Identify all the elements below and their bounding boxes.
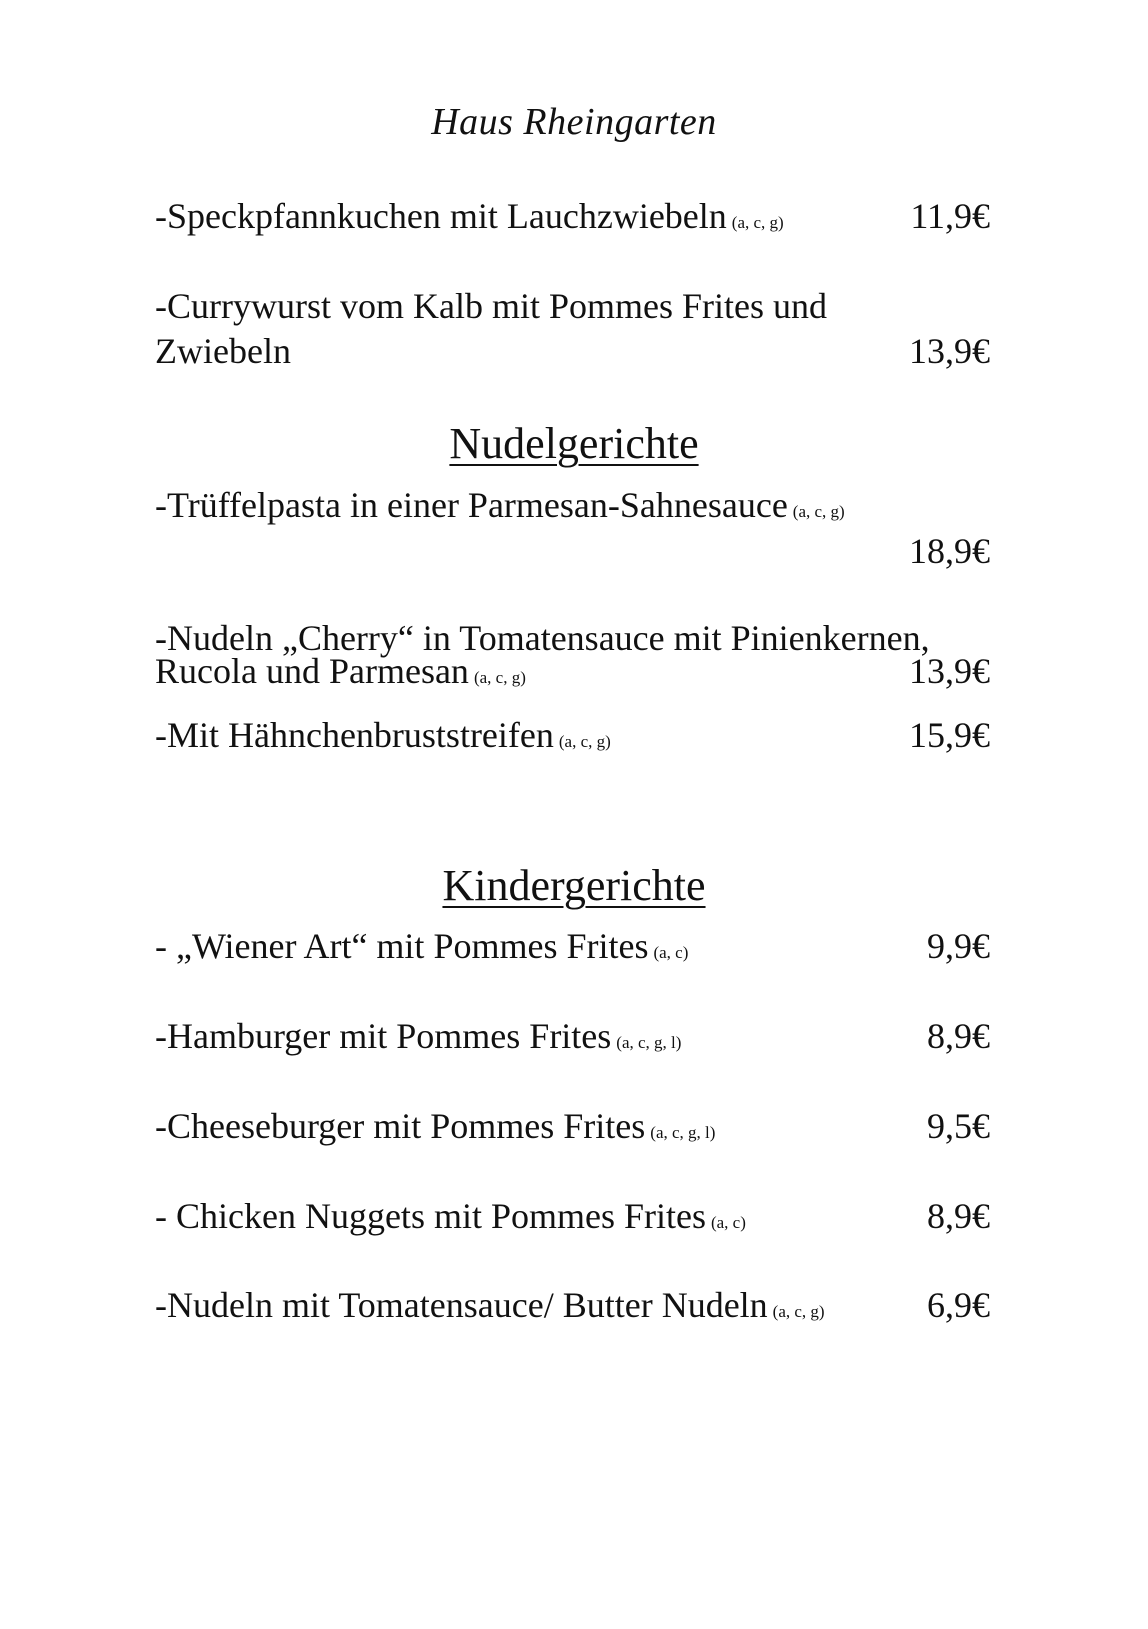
restaurant-name: Haus Rheingarten	[431, 101, 717, 143]
menu-item-wiener-art	[155, 925, 688, 967]
menu-item-price: 6,9€	[927, 1285, 990, 1325]
menu-item-hamburger	[155, 1015, 681, 1057]
menu-item-nudeln-cherry-line2	[155, 650, 526, 692]
menu-item-price: 9,9€	[927, 926, 990, 966]
menu-item-cheeseburger	[155, 1105, 715, 1147]
menu-item-name: - Chicken Nuggets mit Pommes Frites	[155, 1196, 706, 1236]
allergen-info: (a, c, g)	[792, 502, 845, 521]
menu-item-price: 11,9€	[910, 196, 990, 236]
menu-item-name: - „Wiener Art“ mit Pommes Frites	[155, 926, 649, 966]
allergen-info: (a, c, g)	[731, 213, 784, 232]
menu-item-name: Rucola und Parmesan	[155, 651, 469, 691]
menu-item-price: 15,9€	[909, 715, 990, 755]
menu-item-nudeln-tomatensauce	[155, 1284, 825, 1326]
allergen-info: (a, c, g, l)	[616, 1033, 682, 1052]
section-title-kindergerichte: Kindergerichte	[442, 861, 706, 910]
menu-item-name: -Speckpfannkuchen mit Lauchzwiebeln	[155, 196, 727, 236]
menu-item-currywurst-line1: -Currywurst vom Kalb mit Pommes Frites und	[155, 286, 827, 326]
menu-item-name: -Trüffelpasta in einer Parmesan-Sahnesauce	[155, 485, 788, 525]
menu-item-nudeln-cherry-line1: -Nudeln „Cherry“ in Tomatensauce mit Pinienkernen,	[155, 618, 930, 658]
menu-item-name: -Cheeseburger mit Pommes Frites	[155, 1106, 646, 1146]
menu-item-price: 18,9€	[909, 531, 990, 571]
menu-item-name: -Nudeln mit Tomatensauce/ Butter Nudeln	[155, 1285, 768, 1325]
menu-item-currywurst-line2: Zwiebeln	[155, 331, 291, 371]
menu-item-name: -Hamburger mit Pommes Frites	[155, 1016, 612, 1056]
allergen-info: (a, c, g)	[772, 1302, 825, 1321]
allergen-info: (a, c, g)	[473, 668, 526, 687]
section-title-nudelgerichte: Nudelgerichte	[449, 419, 699, 468]
allergen-info: (a, c, g)	[558, 732, 611, 751]
menu-item-price: 9,5€	[927, 1106, 990, 1146]
allergen-info: (a, c, g, l)	[650, 1123, 716, 1142]
menu-item-speckpfannkuchen	[155, 195, 784, 237]
menu-item-price: 13,9€	[909, 651, 990, 691]
allergen-info: (a, c)	[710, 1213, 746, 1232]
allergen-info: (a, c)	[653, 943, 689, 962]
menu-item-price: 8,9€	[927, 1016, 990, 1056]
menu-item-haehnchen	[155, 714, 611, 756]
menu-item-price: 13,9€	[909, 331, 990, 371]
menu-item-name: -Mit Hähnchenbruststreifen	[155, 715, 554, 755]
menu-item-chicken-nuggets	[155, 1195, 746, 1237]
menu-item-price: 8,9€	[927, 1196, 990, 1236]
menu-item-trueffelpasta	[155, 484, 845, 526]
